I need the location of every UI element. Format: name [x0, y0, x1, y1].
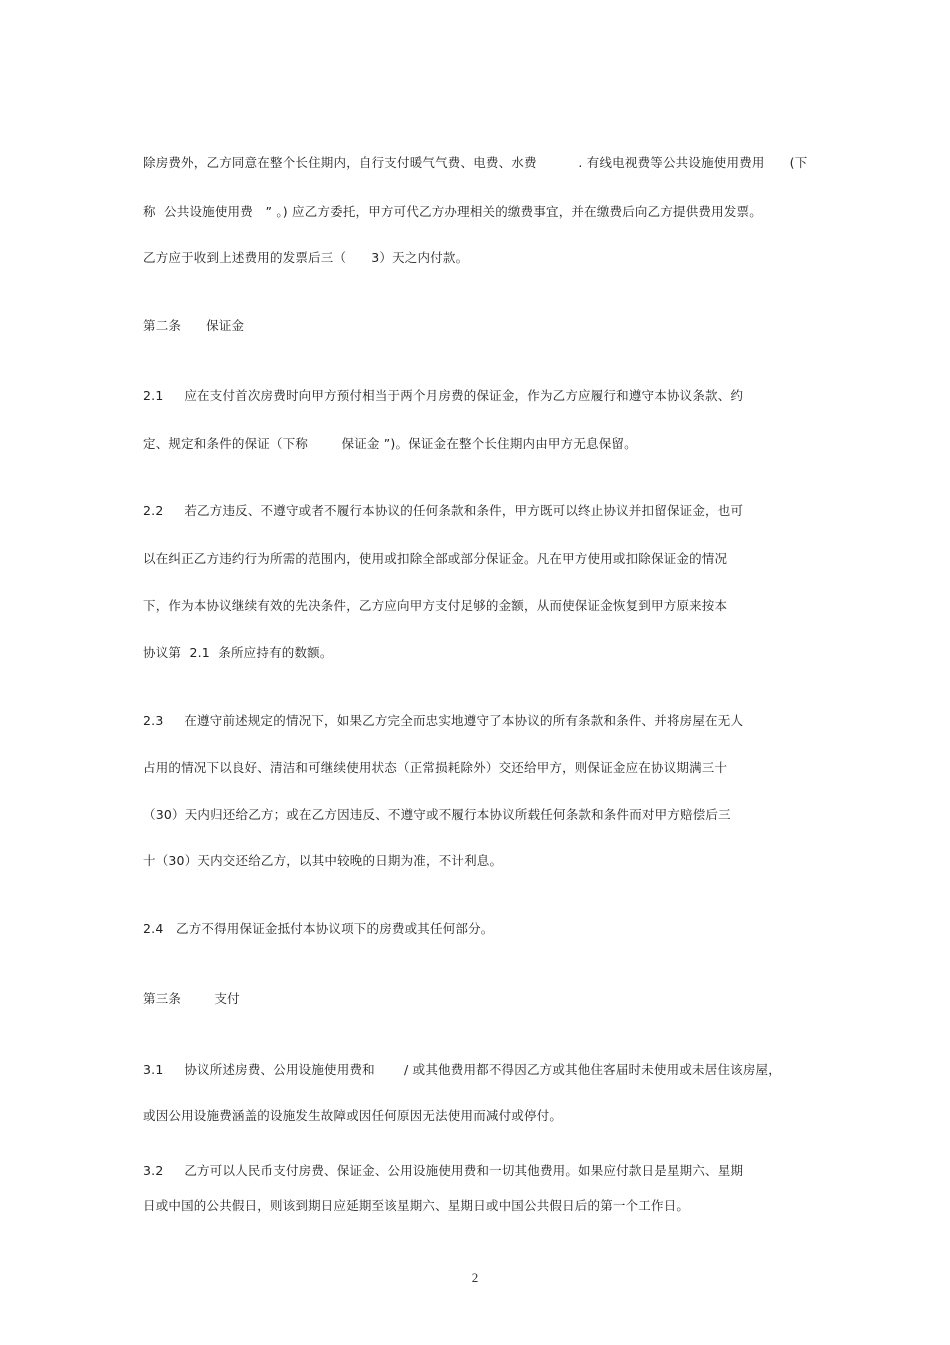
- text-line: 十（30）天内交还给乙方，以其中较晚的日期为准，不计利息。: [143, 853, 503, 868]
- text-line: 2.4 乙方不得用保证金抵付本协议项下的房费或其任何部分。: [143, 921, 494, 936]
- text-line: 第二条 保证金: [143, 318, 245, 333]
- text-line: 3.1 协议所述房费、公用设施使用费和 / 或其他费用都不得因乙方或其他住客届时未使用或未居住该房屋，: [143, 1062, 781, 1077]
- page-number: 2: [471, 1270, 479, 1285]
- text-line: 称 公共设施使用费 ” 。) 应乙方委托，甲方可代乙方办理相关的缴费事宜，并在缴费后向乙方提供费用发票。: [143, 204, 762, 219]
- text-line: （30）天内归还给乙方；或在乙方因违反、不遵守或不履行本协议所载任何条款和条件而对甲方赔偿后三: [143, 807, 731, 822]
- text-line: 乙方应于收到上述费用的发票后三（ 3）天之内付款。: [143, 250, 469, 265]
- text-line: 定、规定和条件的保证（下称 保证金 ”)。保证金在整个长住期内由甲方无息保留。: [143, 436, 637, 451]
- text-line: 占用的情况下以良好、清洁和可继续使用状态（正常损耗除外）交还给甲方，则保证金应在协议期满三十: [143, 760, 728, 775]
- text-line: 协议第 2.1 条所应持有的数额。: [143, 645, 333, 660]
- text-line: 2.1 应在支付首次房费时向甲方预付相当于两个月房费的保证金，作为乙方应履行和遵守本协议条款、约: [143, 388, 744, 403]
- text-line: 除房费外，乙方同意在整个长住期内，自行支付暖气气费、电费、水费 . 有线电视费等公共设施使用费用 (下: [143, 155, 808, 170]
- text-line: 2.3 在遵守前述规定的情况下，如果乙方完全而忠实地遵守了本协议的所有条款和条件、并将房屋在无人: [143, 713, 744, 728]
- text-line: 以在纠正乙方违约行为所需的范围内，使用或扣除全部或部分保证金。凡在甲方使用或扣除保证金的情况: [143, 551, 728, 566]
- text-line: 或因公用设施费涵盖的设施发生故障或因任何原因无法使用而减付或停付。: [143, 1108, 563, 1123]
- text-line: 第三条 支付: [143, 991, 240, 1006]
- text-line: 2.2 若乙方违反、不遵守或者不履行本协议的任何条款和条件，甲方既可以终止协议并扣留保证金，也可: [143, 503, 744, 518]
- text-line: 3.2 乙方可以人民币支付房费、保证金、公用设施使用费和一切其他费用。如果应付款日是星期六、星期: [143, 1163, 744, 1178]
- text-line: 日或中国的公共假日，则该到期日应延期至该星期六、星期日或中国公共假日后的第一个工作日。: [143, 1198, 690, 1213]
- text-line: 下，作为本协议继续有效的先决条件，乙方应向甲方支付足够的金额，从而使保证金恢复到甲方原来按本: [143, 598, 728, 613]
